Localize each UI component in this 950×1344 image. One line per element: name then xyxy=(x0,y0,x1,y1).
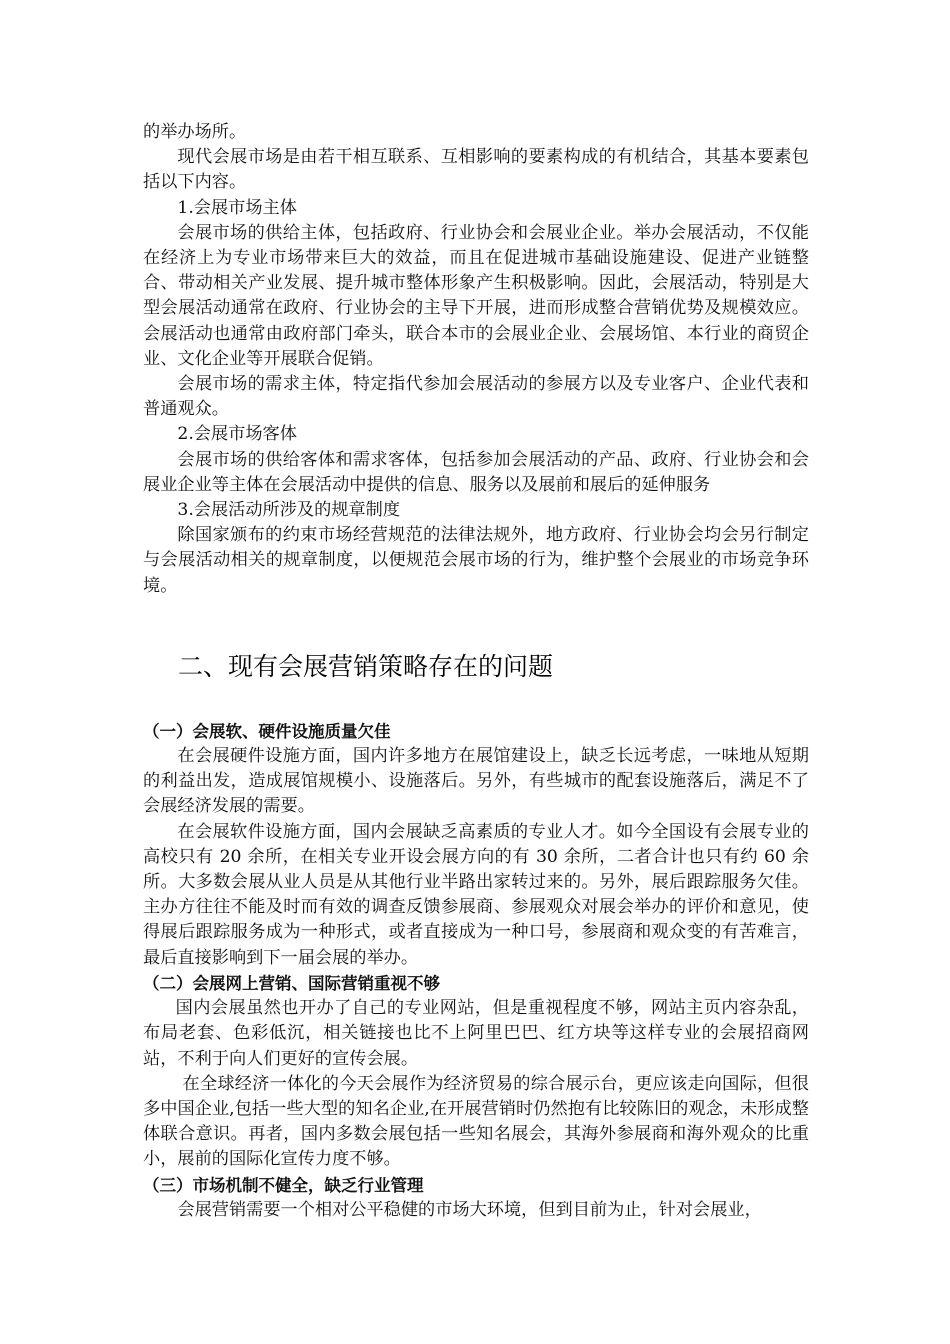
paragraph: 会展市场的需求主体，特定指代参加会展活动的参展方以及专业客户、企业代表和普通观众。 xyxy=(143,374,809,420)
paragraph: 现代会展市场是由若干相互联系、互相影响的要素构成的有机结合，其基本要素包括以下内容。 xyxy=(143,147,809,193)
list-heading: 1.会展市场主体 xyxy=(177,197,297,218)
paragraph: 在全球经济一体化的今天会展作为经济贸易的综合展示台，更应该走向国际，但很多中国企业,包括一些大型的知名企业,在开展营销时仍然抱有比较陈旧的观念，未形成整体联合意识。再者，国内多数会展包括一些知名展会，其海外参展商和海外观众的比重小，展前的国际化宣传力度不够。 xyxy=(143,1073,809,1170)
paragraph: 会展市场的供给主体，包括政府、行业协会和会展业企业。举办会展活动，不仅能在经济上为专业市场带来巨大的效益，而且在促进城市基础设施建设、促进产业链整合、带动相关产业发展、提升城市整体形象产生积极影响。因此，会展活动，特别是大型会展活动通常在政府、行业协会的主导下开展，进而形成整合营销优势及规模效应。会展活动也通常由政府部门牵头，联合本市的会展业企业、会展场馆、本行业的商贸企业、文化企业等开展联合促销。 xyxy=(143,222,809,369)
paragraph: 会展市场的供给客体和需求客体，包括参加会展活动的产品、政府、行业协会和会展业企业等主体在会展活动中提供的信息、服务以及展前和展后的延伸服务 xyxy=(143,449,809,495)
section-heading: 二、现有会展营销策略存在的问题 xyxy=(178,651,554,681)
subsection-heading: （三）市场机制不健全，缺乏行业管理 xyxy=(143,1175,424,1195)
paragraph: 在会展硬件设施方面，国内许多地方在展馆建设上，缺乏长远考虑，一味地从短期的利益出发，造成展馆规模小、设施落后。另外，有些城市的配套设施落后，满足不了会展经济发展的需要。 xyxy=(143,746,809,817)
paragraph: 国内会展虽然也开办了自己的专业网站，但是重视程度不够，网站主页内容杂乱，布局老套、色彩低沉，相关链接也比不上阿里巴巴、红方块等这样专业的会展招商网站，不利于向人们更好的宣传会展。 xyxy=(143,998,809,1069)
list-heading: 3.会展活动所涉及的规章制度 xyxy=(177,500,401,521)
list-heading: 2.会展市场客体 xyxy=(177,424,297,445)
subsection-heading: （二）会展网上营销、国际营销重视不够 xyxy=(143,973,440,993)
paragraph: 会展营销需要一个相对公平稳健的市场大环境，但到目前为止，针对会展业， xyxy=(177,1199,762,1220)
paragraph: 除国家颁布的约束市场经营规范的法律法规外，地方政府、行业协会均会另行制定与会展活动相关的规章制度，以便规范会展市场的行为，维护整个会展业的市场竞争环境。 xyxy=(143,525,809,596)
document-body xyxy=(143,120,809,1223)
paragraph: 在会展软件设施方面，国内会展缺乏高素质的专业人才。如今全国设有会展专业的高校只有 20 余所，在相关专业开设会展方向的有 30 余所，二者合计也只有约 60 余所。大多数会展从业人员是从其他行业半路出家转过来的。另外，展后跟踪服务欠佳。主办方往往不能及时而有效的调查反馈参展商、参展观众对展会举办的评价和意见，使得展后跟踪服务成为一种形式，或者直接成为一种口号，参展商和观众变的有苦难言，最后直接影响到下一届会展的举办。 xyxy=(143,821,809,968)
section-gap xyxy=(143,599,809,649)
paragraph: 的举办场所。 xyxy=(143,122,247,142)
subsection-heading: （一）会展软、硬件设施质量欠佳 xyxy=(143,721,391,741)
